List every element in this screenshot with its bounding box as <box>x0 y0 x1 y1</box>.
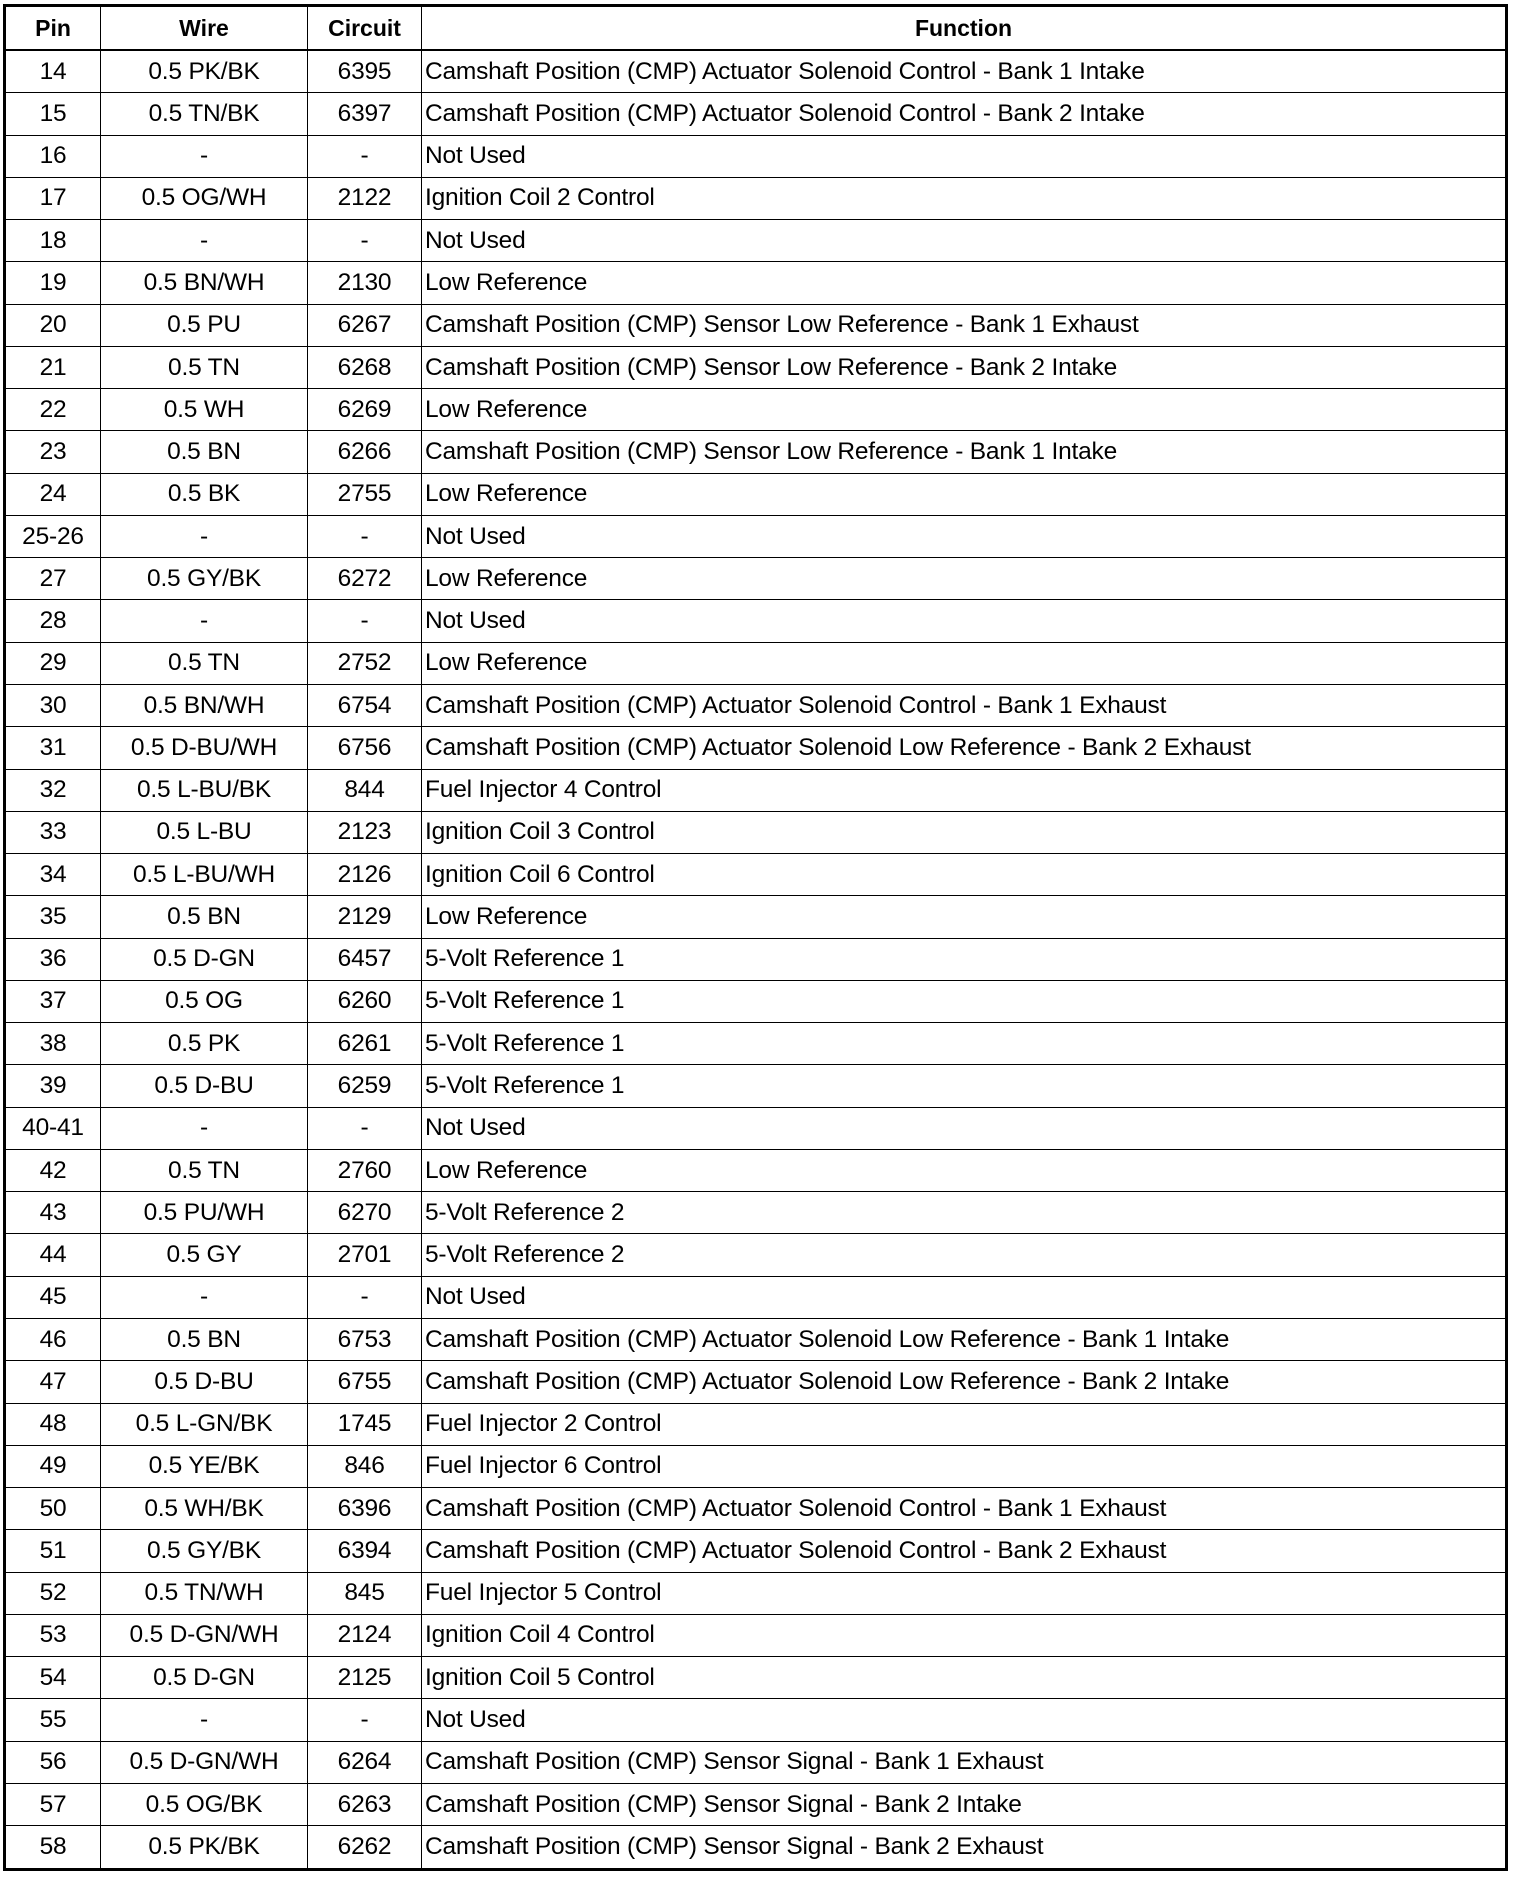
circuit-cell: 6395 <box>308 50 422 93</box>
circuit-cell: 6264 <box>308 1741 422 1783</box>
function-cell: Low Reference <box>422 558 1507 600</box>
circuit-cell: 6270 <box>308 1192 422 1234</box>
wire-cell: - <box>101 515 308 557</box>
function-cell: 5-Volt Reference 2 <box>422 1192 1507 1234</box>
circuit-cell: 6394 <box>308 1530 422 1572</box>
pin-cell: 48 <box>5 1403 101 1445</box>
wire-cell: - <box>101 135 308 177</box>
pin-cell: 52 <box>5 1572 101 1614</box>
circuit-cell: 844 <box>308 769 422 811</box>
pin-cell: 19 <box>5 262 101 304</box>
wire-cell: 0.5 BN <box>101 1318 308 1360</box>
function-cell: 5-Volt Reference 2 <box>422 1234 1507 1276</box>
function-cell: Not Used <box>422 515 1507 557</box>
wire-cell: 0.5 GY <box>101 1234 308 1276</box>
pin-cell: 38 <box>5 1023 101 1065</box>
function-cell: Not Used <box>422 600 1507 642</box>
pin-cell: 40-41 <box>5 1107 101 1149</box>
pin-cell: 44 <box>5 1234 101 1276</box>
pin-cell: 54 <box>5 1657 101 1699</box>
header-row <box>5 6 1507 51</box>
pin-cell: 42 <box>5 1149 101 1191</box>
circuit-cell: 1745 <box>308 1403 422 1445</box>
circuit-cell: 6272 <box>308 558 422 600</box>
wire-cell: 0.5 OG/WH <box>101 177 308 219</box>
pin-cell: 28 <box>5 600 101 642</box>
table-row <box>5 93 1507 135</box>
wire-cell: 0.5 PK/BK <box>101 1826 308 1870</box>
pin-cell: 30 <box>5 685 101 727</box>
pin-cell: 51 <box>5 1530 101 1572</box>
wire-cell: 0.5 D-BU <box>101 1361 308 1403</box>
function-cell: Camshaft Position (CMP) Sensor Signal - Bank 1 Exhaust <box>422 1741 1507 1783</box>
wire-cell: 0.5 L-BU <box>101 811 308 853</box>
table-row <box>5 1318 1507 1360</box>
wire-cell: 0.5 OG <box>101 980 308 1022</box>
wire-cell: - <box>101 1276 308 1318</box>
pin-cell: 33 <box>5 811 101 853</box>
wire-cell: 0.5 OG/BK <box>101 1783 308 1825</box>
function-cell: Fuel Injector 5 Control <box>422 1572 1507 1614</box>
function-cell: Camshaft Position (CMP) Actuator Solenoid Control - Bank 1 Intake <box>422 50 1507 93</box>
circuit-cell: 6261 <box>308 1023 422 1065</box>
table-row <box>5 727 1507 769</box>
function-cell: 5-Volt Reference 1 <box>422 1023 1507 1065</box>
table-row <box>5 558 1507 600</box>
wire-cell: 0.5 D-BU <box>101 1065 308 1107</box>
wire-cell: 0.5 D-GN/WH <box>101 1614 308 1656</box>
table-row <box>5 1530 1507 1572</box>
function-cell: Ignition Coil 2 Control <box>422 177 1507 219</box>
circuit-cell: 6457 <box>308 938 422 980</box>
table-row <box>5 304 1507 346</box>
table-row <box>5 515 1507 557</box>
pin-cell: 58 <box>5 1826 101 1870</box>
pin-cell: 45 <box>5 1276 101 1318</box>
function-cell: Not Used <box>422 1699 1507 1741</box>
column-header-pin: Pin <box>5 6 101 51</box>
circuit-cell: 2701 <box>308 1234 422 1276</box>
circuit-cell: 6266 <box>308 431 422 473</box>
function-cell: Low Reference <box>422 1149 1507 1191</box>
function-cell: Low Reference <box>422 389 1507 431</box>
circuit-cell: 6263 <box>308 1783 422 1825</box>
circuit-cell: 2123 <box>308 811 422 853</box>
function-cell: Camshaft Position (CMP) Sensor Signal - Bank 2 Intake <box>422 1783 1507 1825</box>
circuit-cell: 846 <box>308 1445 422 1487</box>
wire-cell: 0.5 L-BU/WH <box>101 854 308 896</box>
wire-cell: 0.5 BN <box>101 431 308 473</box>
wire-cell: 0.5 PK/BK <box>101 50 308 93</box>
function-cell: Ignition Coil 3 Control <box>422 811 1507 853</box>
table-row <box>5 135 1507 177</box>
pin-cell: 17 <box>5 177 101 219</box>
circuit-cell: 6756 <box>308 727 422 769</box>
function-cell: Not Used <box>422 1276 1507 1318</box>
circuit-cell: 845 <box>308 1572 422 1614</box>
pin-cell: 20 <box>5 304 101 346</box>
circuit-cell: 2760 <box>308 1149 422 1191</box>
circuit-cell: - <box>308 600 422 642</box>
circuit-cell: - <box>308 1107 422 1149</box>
pin-cell: 14 <box>5 50 101 93</box>
table-row <box>5 811 1507 853</box>
wire-cell: 0.5 TN <box>101 642 308 684</box>
connector-pinout-table <box>3 4 1508 1871</box>
function-cell: Camshaft Position (CMP) Sensor Signal - Bank 2 Exhaust <box>422 1826 1507 1870</box>
column-header-wire: Wire <box>101 6 308 51</box>
wire-cell: 0.5 PK <box>101 1023 308 1065</box>
function-cell: Low Reference <box>422 473 1507 515</box>
wire-cell: 0.5 D-GN/WH <box>101 1741 308 1783</box>
function-cell: Not Used <box>422 220 1507 262</box>
wire-cell: 0.5 BK <box>101 473 308 515</box>
function-cell: Camshaft Position (CMP) Sensor Low Reference - Bank 1 Intake <box>422 431 1507 473</box>
circuit-cell: 2126 <box>308 854 422 896</box>
table-row <box>5 1445 1507 1487</box>
function-cell: Not Used <box>422 135 1507 177</box>
pin-cell: 46 <box>5 1318 101 1360</box>
pin-cell: 50 <box>5 1488 101 1530</box>
table-row <box>5 389 1507 431</box>
pin-cell: 56 <box>5 1741 101 1783</box>
wire-cell: 0.5 BN/WH <box>101 685 308 727</box>
table-row <box>5 685 1507 727</box>
wire-cell: 0.5 WH <box>101 389 308 431</box>
wire-cell: 0.5 TN <box>101 1149 308 1191</box>
table-row <box>5 473 1507 515</box>
circuit-cell: 6755 <box>308 1361 422 1403</box>
pin-cell: 18 <box>5 220 101 262</box>
table-row <box>5 642 1507 684</box>
table-row <box>5 1192 1507 1234</box>
circuit-cell: 6268 <box>308 346 422 388</box>
table-row <box>5 1699 1507 1741</box>
pin-cell: 21 <box>5 346 101 388</box>
table-row <box>5 1065 1507 1107</box>
wire-cell: 0.5 TN <box>101 346 308 388</box>
pin-cell: 49 <box>5 1445 101 1487</box>
circuit-cell: 2755 <box>308 473 422 515</box>
function-cell: Camshaft Position (CMP) Sensor Low Reference - Bank 2 Intake <box>422 346 1507 388</box>
table-row <box>5 177 1507 219</box>
wire-cell: 0.5 D-GN <box>101 1657 308 1699</box>
circuit-cell: 2129 <box>308 896 422 938</box>
function-cell: Low Reference <box>422 896 1507 938</box>
column-header-circuit: Circuit <box>308 6 422 51</box>
table-row <box>5 262 1507 304</box>
pin-cell: 32 <box>5 769 101 811</box>
function-cell: Fuel Injector 2 Control <box>422 1403 1507 1445</box>
circuit-cell: 6753 <box>308 1318 422 1360</box>
table-row <box>5 220 1507 262</box>
circuit-cell: 2122 <box>308 177 422 219</box>
wire-cell: 0.5 PU <box>101 304 308 346</box>
table-row <box>5 1614 1507 1656</box>
function-cell: Camshaft Position (CMP) Actuator Solenoid Low Reference - Bank 1 Intake <box>422 1318 1507 1360</box>
circuit-cell: 6267 <box>308 304 422 346</box>
table-row <box>5 1276 1507 1318</box>
pin-cell: 25-26 <box>5 515 101 557</box>
wire-cell: 0.5 D-GN <box>101 938 308 980</box>
pin-cell: 27 <box>5 558 101 600</box>
table-row <box>5 1741 1507 1783</box>
function-cell: Ignition Coil 4 Control <box>422 1614 1507 1656</box>
function-cell: Fuel Injector 4 Control <box>422 769 1507 811</box>
circuit-cell: - <box>308 1276 422 1318</box>
table-row <box>5 938 1507 980</box>
function-cell: Low Reference <box>422 642 1507 684</box>
function-cell: Not Used <box>422 1107 1507 1149</box>
circuit-cell: - <box>308 515 422 557</box>
circuit-cell: 6269 <box>308 389 422 431</box>
table-header <box>5 6 1507 51</box>
function-cell: 5-Volt Reference 1 <box>422 1065 1507 1107</box>
circuit-cell: 6260 <box>308 980 422 1022</box>
table-row <box>5 50 1507 93</box>
pin-cell: 22 <box>5 389 101 431</box>
wire-cell: 0.5 TN/BK <box>101 93 308 135</box>
pin-cell: 55 <box>5 1699 101 1741</box>
pin-cell: 23 <box>5 431 101 473</box>
wire-cell: 0.5 L-BU/BK <box>101 769 308 811</box>
table-row <box>5 431 1507 473</box>
table-row <box>5 600 1507 642</box>
table-row <box>5 896 1507 938</box>
function-cell: Camshaft Position (CMP) Actuator Solenoid Control - Bank 1 Exhaust <box>422 1488 1507 1530</box>
wire-cell: - <box>101 1699 308 1741</box>
pin-cell: 29 <box>5 642 101 684</box>
circuit-cell: 6396 <box>308 1488 422 1530</box>
circuit-cell: - <box>308 1699 422 1741</box>
pin-cell: 31 <box>5 727 101 769</box>
wire-cell: 0.5 PU/WH <box>101 1192 308 1234</box>
circuit-cell: 6262 <box>308 1826 422 1870</box>
wire-cell: 0.5 GY/BK <box>101 558 308 600</box>
function-cell: Ignition Coil 6 Control <box>422 854 1507 896</box>
table-row <box>5 1107 1507 1149</box>
circuit-cell: 2752 <box>308 642 422 684</box>
pin-cell: 43 <box>5 1192 101 1234</box>
wire-cell: 0.5 YE/BK <box>101 1445 308 1487</box>
function-cell: Camshaft Position (CMP) Actuator Solenoid Low Reference - Bank 2 Exhaust <box>422 727 1507 769</box>
function-cell: Camshaft Position (CMP) Actuator Solenoid Low Reference - Bank 2 Intake <box>422 1361 1507 1403</box>
circuit-cell: 2124 <box>308 1614 422 1656</box>
function-cell: Ignition Coil 5 Control <box>422 1657 1507 1699</box>
table-row <box>5 769 1507 811</box>
table-body <box>5 50 1507 1870</box>
table-row <box>5 1488 1507 1530</box>
wire-cell: 0.5 GY/BK <box>101 1530 308 1572</box>
pin-cell: 36 <box>5 938 101 980</box>
table-row <box>5 854 1507 896</box>
function-cell: 5-Volt Reference 1 <box>422 938 1507 980</box>
circuit-cell: - <box>308 220 422 262</box>
function-cell: Camshaft Position (CMP) Sensor Low Reference - Bank 1 Exhaust <box>422 304 1507 346</box>
circuit-cell: 2130 <box>308 262 422 304</box>
function-cell: Low Reference <box>422 262 1507 304</box>
circuit-cell: 2125 <box>308 1657 422 1699</box>
pin-cell: 34 <box>5 854 101 896</box>
pin-cell: 53 <box>5 1614 101 1656</box>
pin-cell: 37 <box>5 980 101 1022</box>
function-cell: Fuel Injector 6 Control <box>422 1445 1507 1487</box>
wire-cell: 0.5 BN <box>101 896 308 938</box>
table-row <box>5 346 1507 388</box>
function-cell: Camshaft Position (CMP) Actuator Solenoid Control - Bank 1 Exhaust <box>422 685 1507 727</box>
wire-cell: 0.5 L-GN/BK <box>101 1403 308 1445</box>
circuit-cell: 6397 <box>308 93 422 135</box>
pin-cell: 47 <box>5 1361 101 1403</box>
function-cell: Camshaft Position (CMP) Actuator Solenoid Control - Bank 2 Intake <box>422 93 1507 135</box>
circuit-cell: 6259 <box>308 1065 422 1107</box>
table-row <box>5 980 1507 1022</box>
column-header-function: Function <box>422 6 1507 51</box>
pin-cell: 16 <box>5 135 101 177</box>
wire-cell: 0.5 WH/BK <box>101 1488 308 1530</box>
pin-cell: 39 <box>5 1065 101 1107</box>
wire-cell: - <box>101 600 308 642</box>
circuit-cell: 6754 <box>308 685 422 727</box>
pin-cell: 24 <box>5 473 101 515</box>
wire-cell: 0.5 TN/WH <box>101 1572 308 1614</box>
pin-cell: 57 <box>5 1783 101 1825</box>
table-row <box>5 1403 1507 1445</box>
pin-cell: 35 <box>5 896 101 938</box>
table-row <box>5 1572 1507 1614</box>
pin-cell: 15 <box>5 93 101 135</box>
wire-cell: 0.5 BN/WH <box>101 262 308 304</box>
table-row <box>5 1783 1507 1825</box>
wire-cell: - <box>101 220 308 262</box>
table-row <box>5 1234 1507 1276</box>
table-row <box>5 1826 1507 1870</box>
table-row <box>5 1023 1507 1065</box>
circuit-cell: - <box>308 135 422 177</box>
wire-cell: - <box>101 1107 308 1149</box>
table-row <box>5 1657 1507 1699</box>
function-cell: Camshaft Position (CMP) Actuator Solenoid Control - Bank 2 Exhaust <box>422 1530 1507 1572</box>
function-cell: 5-Volt Reference 1 <box>422 980 1507 1022</box>
wire-cell: 0.5 D-BU/WH <box>101 727 308 769</box>
table-row <box>5 1149 1507 1191</box>
table-row <box>5 1361 1507 1403</box>
